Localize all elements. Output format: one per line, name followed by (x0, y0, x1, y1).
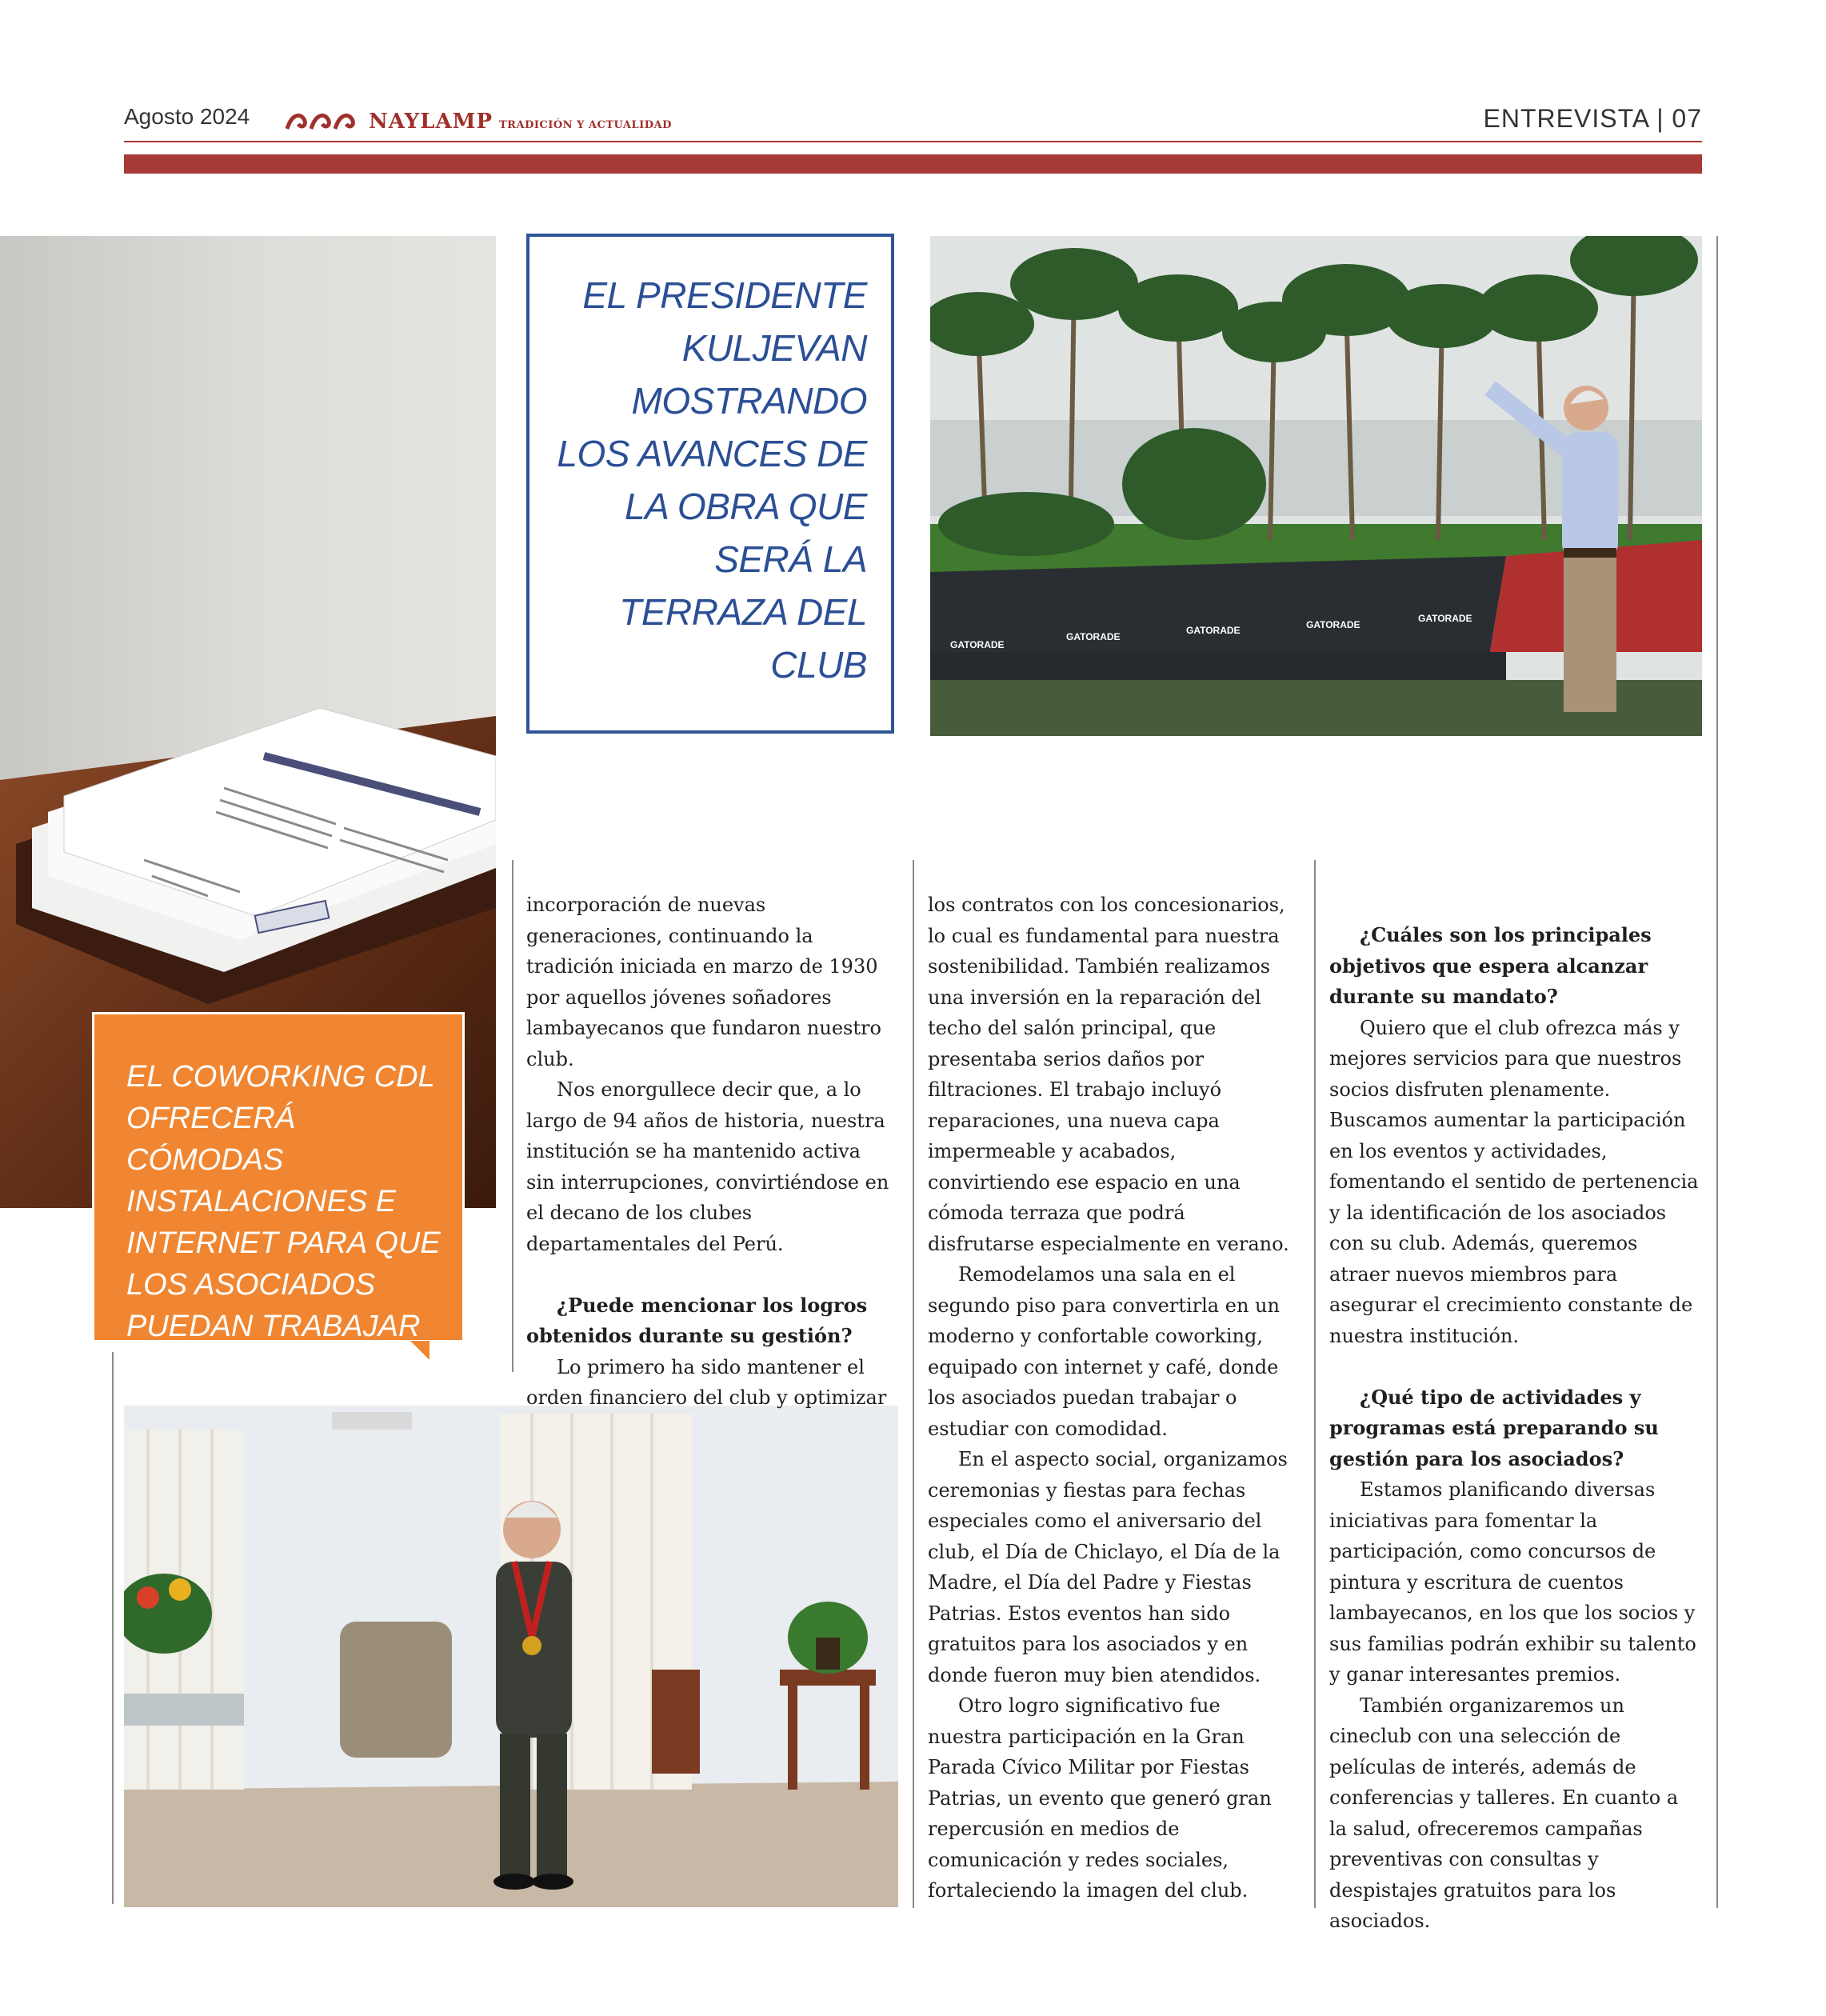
logo-name: NAYLAMP (369, 110, 493, 134)
paragraph: incorporación de nuevas generaciones, continuando la tradición iniciada en marzo de 1930 por aquellos jóvenes soñadores lambayecanos que fundaron nuestro club. (526, 894, 881, 1070)
interview-question: ¿Qué tipo de actividades y programas está preparando su gestión para los asociados? (1329, 1385, 1659, 1470)
paragraph: Nos enorgullece decir que, a lo largo de 94 años de historia, nuestra institución se ha mantenido activa sin interrupciones, convirtiéndose en el decano de los clubes departamentales del Perú. (526, 1078, 889, 1255)
photo-president-coworking (124, 1406, 898, 1907)
logo-tagline: TRADICIÓN Y ACTUALIDAD (499, 118, 672, 131)
paragraph: Remodelamos una sala en el segundo piso para convertirla en un moderno y confortable coworking, equipado con internet y café, donde los asociados puedan trabajar o estudiar con comodidad. (928, 1263, 1280, 1440)
terrace-sign-2: GATORADE (1066, 631, 1121, 642)
column-rule (1314, 860, 1316, 1908)
article-column-2 (928, 890, 1297, 1906)
terrace-sign-1: GATORADE (950, 639, 1005, 650)
naylamp-logo (284, 108, 672, 135)
paragraph: los contratos con los concesionarios, lo cual es fundamental para nuestra sostenibilidad. También realizamos una inversión en la reparación del techo del salón principal, que presentaba serios daños por filtraciones. El trabajo incluyó reparaciones, una nueva capa impermeable y acabados, convirtiendo ese espacio en una cómoda terraza que podrá disfrutarse especialmente en verano. (928, 894, 1289, 1255)
terrace-sign-4: GATORADE (1306, 619, 1361, 630)
paragraph: También organizaremos un cineclub con una selección de películas de interés, además de conferencias y talleres. En cuanto a la salud, ofreceremos campañas preventivas con consultas y despistajes gratuitos para los asociados. (1329, 1694, 1679, 1932)
pull-quote-coworking (92, 1012, 465, 1385)
paragraph: Estamos planificando diversas iniciativas para fomentar la participación, como concursos de pintura y escritura de cuentos lambayecanos, en los que los socios y sus familias podrán exhibir su talento y ganar interesantes premios. (1329, 1478, 1696, 1686)
paragraph: Quiero que el club ofrezca más y mejores servicios para que nuestros socios disfruten plenamente. Buscamos aumentar la participación en los eventos y actividades, fomentando el sentido de pertenencia y la identificación de los asociados con su club. Además, queremos atraer nuevos miembros para asegurar el crecimiento constante de nuestra institución. (1329, 1016, 1699, 1347)
pull-quote-terrace-text: EL PRESIDENTE KULJEVAN MOSTRANDO LOS AVANCES DE LA OBRA QUE SERÁ LA TERRAZA DEL CLUB (557, 274, 867, 686)
interview-question: ¿Puede mencionar los logros obtenidos durante su gestión? (526, 1293, 868, 1347)
article-column-3 (1329, 920, 1701, 1937)
section-page-label: ENTREVISTA | 07 (1483, 104, 1702, 133)
header-band (124, 154, 1702, 174)
issue-date: Agosto 2024 (124, 104, 250, 129)
pull-quote-tail (410, 1341, 430, 1360)
paragraph: Lo primero ha sido mantener el orden financiero del club y optimizar (526, 1355, 887, 1409)
paragraph: En el aspecto social, organizamos ceremonias y fiestas para fechas especiales como el aniversario del club, el Día de Chiclayo, el Día de la Madre, el Día del Padre y Fiestas Patrias. Estos eventos han sido gratuitos para los asociados y en donde fueron muy bien atendidos. (928, 1448, 1288, 1686)
pull-quote-coworking-text: EL COWORKING CDL OFRECERÁ CÓMODAS INSTALACIONES E INTERNET PARA QUE LOS ASOCIADOS PUEDAN TRABAJAR O ESTUDIAR (126, 1060, 441, 1385)
pull-quote-terrace (526, 234, 894, 734)
terrace-sign-3: GATORADE (1186, 625, 1241, 636)
header-rule (124, 141, 1702, 142)
column-rule (112, 1352, 114, 1904)
photo-president-terrace (930, 236, 1702, 736)
terrace-sign-5: GATORADE (1418, 613, 1472, 624)
wave-logo-icon (284, 110, 362, 134)
column-rule (1716, 236, 1718, 1908)
interview-question: ¿Cuáles son los principales objetivos que espera alcanzar durante su mandato? (1329, 923, 1652, 1008)
column-rule (512, 860, 513, 1372)
column-rule (913, 860, 914, 1908)
article-column-1 (526, 890, 894, 1414)
paragraph: Otro logro significativo fue nuestra participación en la Gran Parada Cívico Militar por Fiestas Patrias, un evento que generó gran repercusión en medios de comunicación y redes sociales, fortaleciendo la imagen del club. (928, 1694, 1272, 1902)
